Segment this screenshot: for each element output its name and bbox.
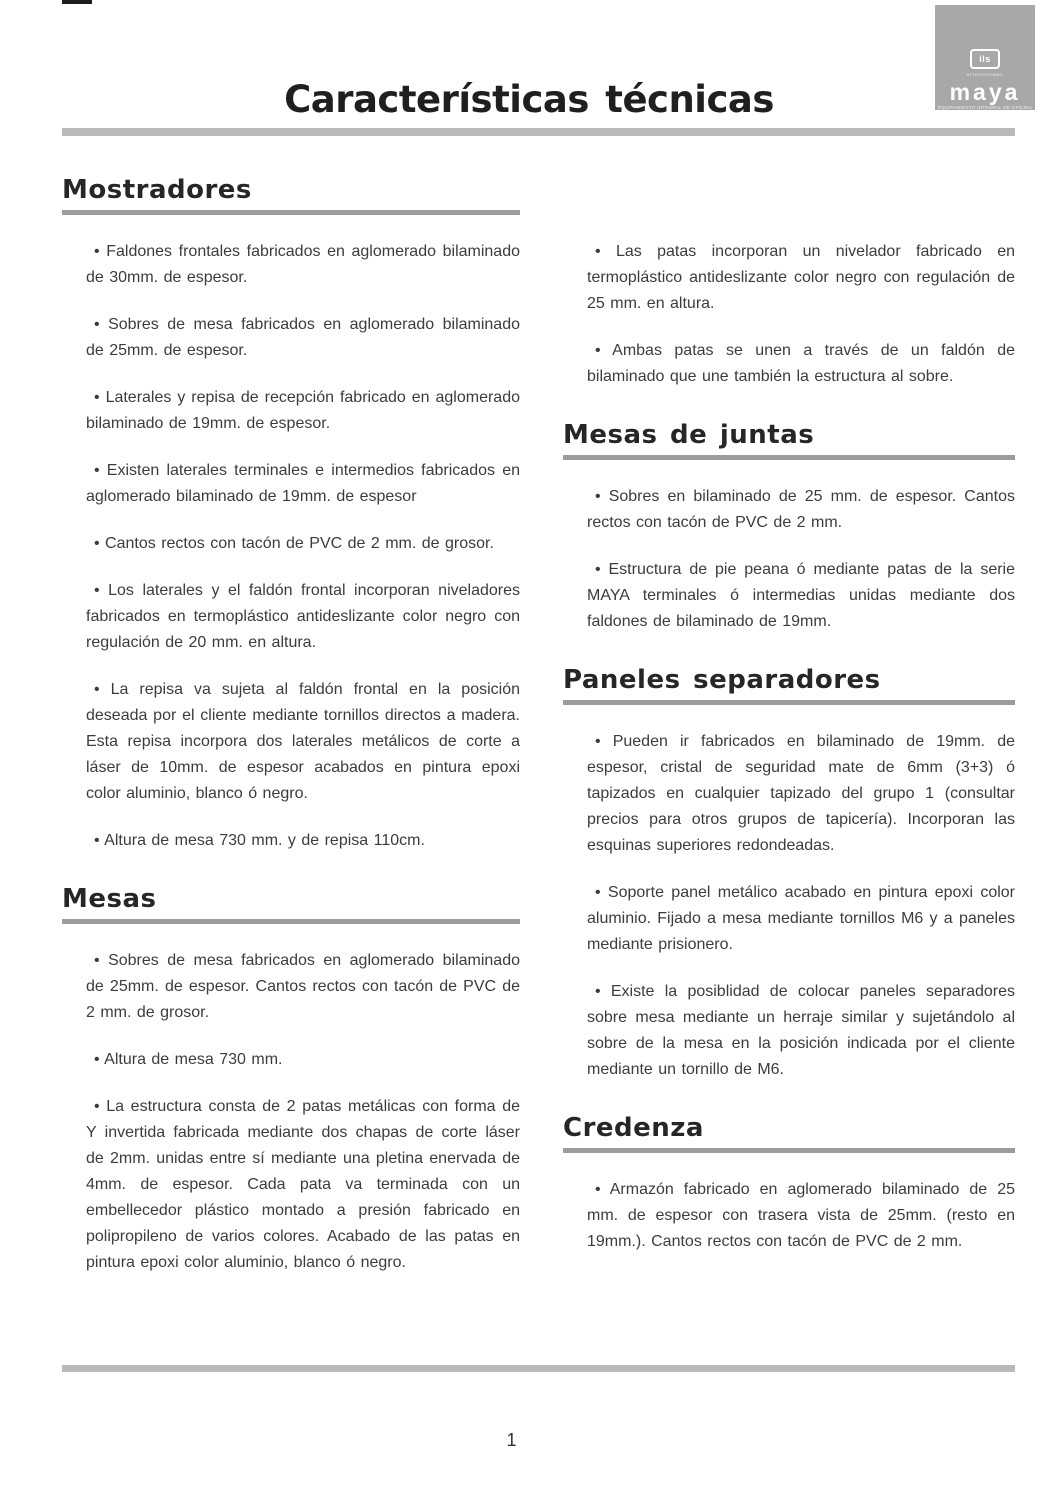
bullet-paragraph: • Sobres en bilaminado de 25 mm. de espesor. Cantos rectos con tacón de PVC de 2 mm. xyxy=(587,488,1015,531)
bullet-paragraph: • Altura de mesa 730 mm. y de repisa 110cm. xyxy=(94,832,425,849)
logo-icon-subtext: INTERIORISMO xyxy=(966,72,1004,77)
section-heading-paneles-separadores: Paneles separadores xyxy=(563,665,881,695)
section-rule xyxy=(563,1148,1015,1153)
bullet-paragraph: • Existe la posiblidad de colocar paneles separadores sobre mesa mediante un herraje similar y sujetándolo al sobre de la mesa en la posición indicada por el cliente mediante un tornillo de M6. xyxy=(587,983,1015,1078)
left-column xyxy=(62,175,520,1297)
bullet-paragraph: • La estructura consta de 2 patas metálicas con forma de Y invertida fabricada mediante dos chapas de corte láser de 2mm. unidas entre sí mediante una pletina enervada de 4mm. de espesor. Cada pata va terminada con un embellecedor plástico montado a presión fabricado en polipropileno de varios colores. Acabado de las patas en pintura epoxi color aluminio, blanco ó negro. xyxy=(86,1098,520,1271)
section-right-continuation xyxy=(563,239,1015,390)
title-rule xyxy=(62,128,1015,136)
bullet-paragraph: • Existen laterales terminales e intermedios fabricados en aglomerado bilaminado de 19mm. de espesor xyxy=(86,462,520,505)
section-rule xyxy=(62,210,520,215)
content-columns xyxy=(62,175,1015,1297)
footer-rule xyxy=(62,1365,1015,1372)
bullet-paragraph: • Faldones frontales fabricados en aglomerado bilaminado de 30mm. de espesor. xyxy=(86,243,520,286)
bullet-paragraph: • Cantos rectos con tacón de PVC de 2 mm. de grosor. xyxy=(94,535,494,552)
bullet-paragraph: • Laterales y repisa de recepción fabricado en aglomerado bilaminado de 19mm. de espesor. xyxy=(86,389,520,432)
bullet-paragraph: • Las patas incorporan un nivelador fabricado en termoplástico antideslizante color negro con regulación de 25 mm. en altura. xyxy=(587,243,1015,312)
scan-artifact xyxy=(62,0,92,4)
section-credenza xyxy=(563,1113,1015,1255)
bullet-paragraph: • Estructura de pie peana ó mediante patas de la serie MAYA terminales ó intermedias unidas mediante dos faldones de bilaminado de 19mm. xyxy=(587,561,1015,630)
bullet-paragraph: • Altura de mesa 730 mm. xyxy=(94,1051,283,1068)
bullet-paragraph: • Sobres de mesa fabricados en aglomerado bilaminado de 25mm. de espesor. Cantos rectos con tacón de PVC de 2 mm. de grosor. xyxy=(86,952,520,1021)
bullet-paragraph: • Pueden ir fabricados en bilaminado de 19mm. de espesor, cristal de seguridad mate de 6mm (3+3) ó tapizados en cualquier tapizado del grupo 1 (consultar precios para otros grupos de tapicería). Incorporan las esquinas superiores redondeadas. xyxy=(587,733,1015,854)
section-rule xyxy=(563,700,1015,705)
page-number: 1 xyxy=(506,1430,517,1450)
page-title: Características técnicas xyxy=(284,78,774,121)
section-mesas-de-juntas xyxy=(563,420,1015,635)
bullet-paragraph: • Soporte panel metálico acabado en pintura epoxi color aluminio. Fijado a mesa mediante tornillos M6 y a paneles mediante prisionero. xyxy=(587,884,1015,953)
section-rule xyxy=(62,919,520,924)
section-heading-mesas: Mesas xyxy=(62,884,157,914)
section-mostradores xyxy=(62,175,520,854)
bullet-paragraph: • Sobres de mesa fabricados en aglomerado bilaminado de 25mm. de espesor. xyxy=(86,316,520,359)
logo-icon-text: ils xyxy=(979,54,991,64)
section-heading-mostradores: Mostradores xyxy=(62,175,252,205)
bullet-paragraph: • Ambas patas se unen a través de un faldón de bilaminado que une también la estructura al sobre. xyxy=(587,342,1015,385)
logo-tagline: EQUIPAMIENTO INTEGRAL DE OFICINA xyxy=(937,105,1033,110)
right-column xyxy=(563,175,1015,1297)
ils-logo-icon xyxy=(970,49,1000,69)
section-paneles-separadores xyxy=(563,665,1015,1083)
section-heading-mesas-de-juntas: Mesas de juntas xyxy=(563,420,815,450)
section-rule xyxy=(563,455,1015,460)
section-mesas xyxy=(62,884,520,1276)
maya-logo xyxy=(935,5,1035,110)
bullet-paragraph: • Los laterales y el faldón frontal incorporan niveladores fabricados en termoplástico antideslizante color negro con regulación de 20 mm. en altura. xyxy=(86,582,520,651)
bullet-paragraph: • Armazón fabricado en aglomerado bilaminado de 25 mm. de espesor con trasera vista de 25mm. (resto en 19mm.). Cantos rectos con tacón de PVC de 2 mm. xyxy=(587,1181,1015,1250)
section-heading-credenza: Credenza xyxy=(563,1113,704,1143)
logo-wordmark: maya xyxy=(949,79,1021,105)
bullet-paragraph: • La repisa va sujeta al faldón frontal en la posición deseada por el cliente mediante tornillos directos a madera. Esta repisa incorpora dos laterales metálicos de corte a láser de 10mm. de espesor acabados en pintura epoxi color aluminio, blanco ó negro. xyxy=(86,681,520,802)
